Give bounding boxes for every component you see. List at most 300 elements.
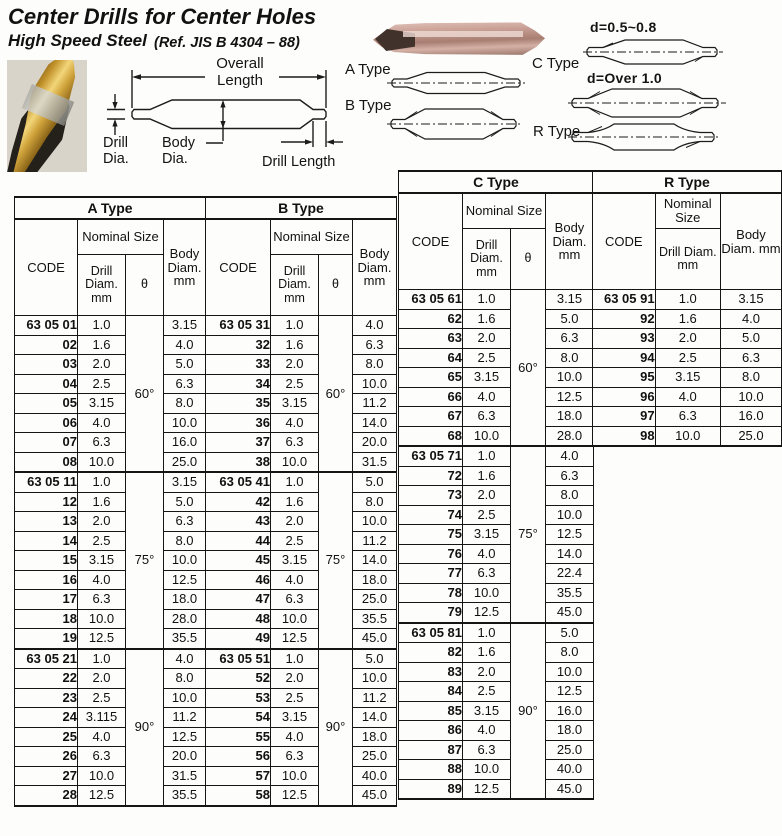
drill-diam-cell: 10.0 bbox=[271, 452, 319, 472]
c-type-large-note: d=Over 1.0 bbox=[587, 70, 662, 86]
theta-cell: 90° bbox=[319, 649, 353, 806]
code-cell: 47 bbox=[206, 590, 271, 610]
table-row bbox=[593, 407, 782, 427]
theta-header: θ bbox=[126, 255, 164, 316]
drill-diam-cell: 6.3 bbox=[463, 740, 511, 760]
code-header: CODE bbox=[593, 193, 656, 290]
table-row bbox=[593, 329, 782, 349]
drill-diam-cell: 3.15 bbox=[78, 394, 126, 414]
code-cell: 27 bbox=[15, 766, 78, 786]
table-row bbox=[399, 721, 594, 741]
body-diam-cell: 3.15 bbox=[720, 290, 781, 310]
body-dia-label: Body Dia. bbox=[162, 135, 196, 168]
table-title-row bbox=[399, 171, 594, 193]
code-cell: 06 bbox=[15, 413, 78, 433]
body-diam-cell: 8.0 bbox=[720, 368, 781, 388]
dimension-diagram bbox=[95, 55, 355, 180]
code-cell: 98 bbox=[593, 426, 656, 446]
table-row bbox=[593, 290, 782, 310]
drill-diam-cell: 3.15 bbox=[271, 394, 319, 414]
drill-diam-cell: 3.15 bbox=[271, 708, 319, 728]
body-diam-cell: 5.0 bbox=[164, 355, 206, 375]
body-diam-header: Body Diam. mm bbox=[164, 219, 206, 316]
drill-diam-cell: 3.15 bbox=[271, 551, 319, 571]
code-cell: 82 bbox=[399, 643, 463, 663]
table-row bbox=[399, 662, 594, 682]
drill-diam-cell: 2.5 bbox=[463, 348, 511, 368]
body-diam-cell: 10.0 bbox=[546, 368, 594, 388]
table-a-b bbox=[14, 196, 397, 807]
body-diam-cell: 10.0 bbox=[164, 413, 206, 433]
drill-diam-cell: 2.0 bbox=[463, 662, 511, 682]
body-diam-cell: 18.0 bbox=[164, 590, 206, 610]
drill-dia-label: Drill Dia. bbox=[103, 135, 129, 168]
body-diam-cell: 3.15 bbox=[546, 290, 594, 310]
body-diam-cell: 14.0 bbox=[353, 413, 397, 433]
table-row bbox=[593, 309, 782, 329]
code-header: CODE bbox=[15, 219, 78, 316]
drill-diam-cell: 3.15 bbox=[463, 368, 511, 388]
table-row bbox=[399, 466, 594, 486]
code-cell: 97 bbox=[593, 407, 656, 427]
body-diam-cell: 14.0 bbox=[353, 708, 397, 728]
drill-diam-cell: 6.3 bbox=[463, 564, 511, 584]
body-diam-cell: 11.2 bbox=[353, 394, 397, 414]
code-cell: 35 bbox=[206, 394, 271, 414]
code-cell: 22 bbox=[15, 669, 78, 689]
code-cell: 63 05 21 bbox=[15, 649, 78, 669]
body-diam-cell: 18.0 bbox=[546, 721, 594, 741]
body-diam-cell: 20.0 bbox=[164, 747, 206, 767]
body-diam-cell: 45.0 bbox=[546, 779, 594, 799]
body-diam-cell: 3.15 bbox=[164, 316, 206, 336]
code-cell: 63 05 31 bbox=[206, 316, 271, 336]
body-diam-cell: 4.0 bbox=[164, 649, 206, 669]
drill-diam-cell: 2.5 bbox=[271, 688, 319, 708]
body-diam-cell: 5.0 bbox=[353, 472, 397, 492]
page-subtitle: High Speed Steel bbox=[8, 31, 147, 50]
drill-diam-cell: 2.5 bbox=[271, 531, 319, 551]
table-row bbox=[399, 779, 594, 799]
jis-reference: (Ref. JIS B 4304 – 88) bbox=[154, 35, 300, 51]
body-diam-cell: 8.0 bbox=[546, 348, 594, 368]
table-header-row bbox=[399, 193, 594, 229]
center-drill-photo-gold bbox=[7, 60, 87, 172]
drill-diam-cell: 1.0 bbox=[463, 623, 511, 643]
drill-diam-cell: 1.6 bbox=[463, 643, 511, 663]
body-diam-cell: 5.0 bbox=[720, 329, 781, 349]
body-diam-cell: 4.0 bbox=[353, 316, 397, 336]
code-cell: 17 bbox=[15, 590, 78, 610]
body-diam-cell: 8.0 bbox=[164, 531, 206, 551]
drill-diam-cell: 2.5 bbox=[463, 682, 511, 702]
table-title-row bbox=[15, 197, 397, 219]
table-row bbox=[593, 426, 782, 446]
code-cell: 08 bbox=[15, 452, 78, 472]
body-diam-cell: 18.0 bbox=[546, 407, 594, 427]
drill-diam-cell: 10.0 bbox=[463, 760, 511, 780]
r-type-label: R Type bbox=[533, 123, 581, 140]
table-row bbox=[399, 368, 594, 388]
table-row bbox=[399, 290, 594, 310]
code-cell: 63 05 61 bbox=[399, 290, 463, 310]
table-row bbox=[399, 525, 594, 545]
code-cell: 18 bbox=[15, 609, 78, 629]
theta-cell: 60° bbox=[319, 316, 353, 473]
drill-diam-cell: 10.0 bbox=[78, 766, 126, 786]
body-diam-cell: 4.0 bbox=[164, 335, 206, 355]
drill-diam-header: Drill Diam. mm bbox=[78, 255, 126, 316]
c-type-small-drawing bbox=[583, 34, 723, 70]
code-cell: 63 05 41 bbox=[206, 472, 271, 492]
code-header: CODE bbox=[399, 193, 463, 290]
drill-diam-cell: 4.0 bbox=[271, 570, 319, 590]
drill-diam-cell: 12.5 bbox=[463, 779, 511, 799]
table-row bbox=[15, 316, 397, 336]
code-cell: 63 05 01 bbox=[15, 316, 78, 336]
body-diam-cell: 6.3 bbox=[546, 329, 594, 349]
body-diam-cell: 11.2 bbox=[353, 531, 397, 551]
drill-diam-cell: 1.0 bbox=[463, 290, 511, 310]
code-cell: 79 bbox=[399, 603, 463, 623]
body-diam-cell: 25.0 bbox=[353, 590, 397, 610]
code-cell: 83 bbox=[399, 662, 463, 682]
body-diam-cell: 40.0 bbox=[353, 766, 397, 786]
theta-cell: 75° bbox=[319, 472, 353, 649]
code-cell: 43 bbox=[206, 512, 271, 532]
body-diam-cell: 10.0 bbox=[546, 505, 594, 525]
table-row bbox=[399, 426, 594, 446]
drill-diam-cell: 4.0 bbox=[271, 727, 319, 747]
body-diam-cell: 8.0 bbox=[353, 355, 397, 375]
body-diam-cell: 10.0 bbox=[546, 662, 594, 682]
drill-diam-cell: 2.0 bbox=[271, 355, 319, 375]
code-cell: 45 bbox=[206, 551, 271, 571]
code-cell: 32 bbox=[206, 335, 271, 355]
code-cell: 68 bbox=[399, 426, 463, 446]
code-cell: 14 bbox=[15, 531, 78, 551]
code-cell: 85 bbox=[399, 701, 463, 721]
drill-diam-cell: 1.0 bbox=[655, 290, 720, 310]
table-row bbox=[399, 682, 594, 702]
code-cell: 87 bbox=[399, 740, 463, 760]
table-row bbox=[399, 643, 594, 663]
drill-diam-cell: 3.15 bbox=[463, 701, 511, 721]
code-cell: 55 bbox=[206, 727, 271, 747]
table-row bbox=[399, 407, 594, 427]
photo-drill-glint bbox=[403, 31, 523, 37]
drill-diam-header: Drill Diam. mm bbox=[463, 229, 511, 290]
drill-diam-cell: 1.0 bbox=[271, 316, 319, 336]
body-diam-cell: 45.0 bbox=[353, 629, 397, 649]
code-cell: 62 bbox=[399, 309, 463, 329]
body-diam-cell: 35.5 bbox=[164, 786, 206, 806]
drill-diam-cell: 1.0 bbox=[271, 472, 319, 492]
code-cell: 44 bbox=[206, 531, 271, 551]
code-cell: 57 bbox=[206, 766, 271, 786]
drill-diam-cell: 4.0 bbox=[655, 387, 720, 407]
drill-diam-cell: 1.6 bbox=[271, 492, 319, 512]
body-diam-cell: 8.0 bbox=[546, 486, 594, 506]
body-diam-cell: 5.0 bbox=[546, 623, 594, 643]
body-diam-cell: 16.0 bbox=[546, 701, 594, 721]
code-cell: 53 bbox=[206, 688, 271, 708]
center-drill-photo-steel bbox=[373, 21, 545, 57]
code-cell: 16 bbox=[15, 570, 78, 590]
drill-diam-cell: 2.5 bbox=[271, 374, 319, 394]
code-cell: 77 bbox=[399, 564, 463, 584]
body-diam-cell: 8.0 bbox=[164, 394, 206, 414]
code-cell: 89 bbox=[399, 779, 463, 799]
code-cell: 58 bbox=[206, 786, 271, 806]
drill-diam-cell: 2.5 bbox=[78, 688, 126, 708]
drill-diam-header: Drill Diam. mm bbox=[271, 255, 319, 316]
body-diam-cell: 6.3 bbox=[546, 466, 594, 486]
nominal-size-header: Nominal Size bbox=[655, 193, 720, 229]
code-cell: 72 bbox=[399, 466, 463, 486]
body-diam-cell: 35.5 bbox=[546, 583, 594, 603]
body-diam-cell: 16.0 bbox=[164, 433, 206, 453]
drill-diam-cell: 2.5 bbox=[78, 374, 126, 394]
drill-diam-cell: 6.3 bbox=[271, 747, 319, 767]
body-diam-header: Body Diam. mm bbox=[353, 219, 397, 316]
drill-diam-cell: 2.0 bbox=[78, 669, 126, 689]
body-diam-cell: 22.4 bbox=[546, 564, 594, 584]
code-cell: 54 bbox=[206, 708, 271, 728]
body-diam-cell: 5.0 bbox=[546, 309, 594, 329]
code-cell: 76 bbox=[399, 544, 463, 564]
drill-diam-cell: 2.0 bbox=[463, 486, 511, 506]
code-header: CODE bbox=[206, 219, 271, 316]
body-diam-cell: 12.5 bbox=[164, 570, 206, 590]
drill-diam-cell: 2.0 bbox=[463, 329, 511, 349]
table-row bbox=[399, 603, 594, 623]
code-cell: 24 bbox=[15, 708, 78, 728]
code-cell: 66 bbox=[399, 387, 463, 407]
body-diam-cell: 25.0 bbox=[164, 452, 206, 472]
body-diam-cell: 8.0 bbox=[546, 643, 594, 663]
code-cell: 65 bbox=[399, 368, 463, 388]
theta-cell: 90° bbox=[511, 623, 546, 800]
code-cell: 07 bbox=[15, 433, 78, 453]
body-diam-cell: 14.0 bbox=[546, 544, 594, 564]
table-header-row bbox=[593, 193, 782, 229]
drill-diam-cell: 3.15 bbox=[463, 525, 511, 545]
c-type-large-drawing bbox=[568, 84, 726, 122]
drill-diam-cell: 3.15 bbox=[655, 368, 720, 388]
table-row bbox=[399, 583, 594, 603]
drill-diam-cell: 1.6 bbox=[78, 335, 126, 355]
table-row bbox=[399, 623, 594, 643]
code-cell: 63 05 11 bbox=[15, 472, 78, 492]
drill-diam-cell: 6.3 bbox=[463, 407, 511, 427]
drill-diam-cell: 12.5 bbox=[271, 786, 319, 806]
body-diam-cell: 4.0 bbox=[720, 309, 781, 329]
drill-diam-cell: 3.15 bbox=[78, 551, 126, 571]
code-cell: 38 bbox=[206, 452, 271, 472]
body-diam-cell: 6.3 bbox=[164, 374, 206, 394]
b-type-drawing bbox=[387, 103, 520, 145]
drill-diam-cell: 6.3 bbox=[78, 590, 126, 610]
body-diam-cell: 31.5 bbox=[164, 766, 206, 786]
drill-diam-cell: 1.6 bbox=[655, 309, 720, 329]
drill-diam-cell: 1.6 bbox=[271, 335, 319, 355]
body-diam-cell: 16.0 bbox=[720, 407, 781, 427]
drill-diam-cell: 6.3 bbox=[78, 433, 126, 453]
overall-length-label: Overall Length bbox=[216, 55, 264, 89]
code-cell: 46 bbox=[206, 570, 271, 590]
code-cell: 94 bbox=[593, 348, 656, 368]
theta-header: θ bbox=[319, 255, 353, 316]
drill-diam-cell: 6.3 bbox=[78, 747, 126, 767]
nominal-size-header: Nominal Size bbox=[78, 219, 164, 255]
drill-diam-cell: 4.0 bbox=[78, 413, 126, 433]
drill-diam-cell: 10.0 bbox=[271, 766, 319, 786]
code-cell: 04 bbox=[15, 374, 78, 394]
theta-cell: 60° bbox=[126, 316, 164, 473]
drill-diam-cell: 1.0 bbox=[78, 472, 126, 492]
code-cell: 64 bbox=[399, 348, 463, 368]
drill-diam-cell: 6.3 bbox=[271, 590, 319, 610]
body-diam-cell: 28.0 bbox=[546, 426, 594, 446]
table-row bbox=[15, 472, 397, 492]
code-cell: 26 bbox=[15, 747, 78, 767]
drill-diam-cell: 1.0 bbox=[78, 316, 126, 336]
code-cell: 75 bbox=[399, 525, 463, 545]
code-cell: 36 bbox=[206, 413, 271, 433]
code-cell: 52 bbox=[206, 669, 271, 689]
drill-diam-cell: 1.0 bbox=[463, 446, 511, 466]
table-row bbox=[399, 760, 594, 780]
code-cell: 78 bbox=[399, 583, 463, 603]
body-diam-cell: 8.0 bbox=[164, 669, 206, 689]
b-type-label: B Type bbox=[345, 97, 392, 114]
drill-diam-cell: 1.6 bbox=[463, 466, 511, 486]
code-cell: 03 bbox=[15, 355, 78, 375]
body-diam-cell: 35.5 bbox=[164, 629, 206, 649]
table-row bbox=[399, 701, 594, 721]
drill-diam-header: Drill Diam. mm bbox=[655, 229, 720, 290]
nominal-size-header: Nominal Size bbox=[271, 219, 353, 255]
code-cell: 63 bbox=[399, 329, 463, 349]
code-cell: 02 bbox=[15, 335, 78, 355]
code-cell: 48 bbox=[206, 609, 271, 629]
code-cell: 56 bbox=[206, 747, 271, 767]
body-diam-header: Body Diam. mm bbox=[546, 193, 594, 290]
body-diam-cell: 6.3 bbox=[164, 512, 206, 532]
body-diam-cell: 11.2 bbox=[353, 688, 397, 708]
body-diam-cell: 8.0 bbox=[353, 492, 397, 512]
body-diam-cell: 18.0 bbox=[353, 570, 397, 590]
body-diam-cell: 5.0 bbox=[164, 492, 206, 512]
body-diam-header: Body Diam. mm bbox=[720, 193, 781, 290]
body-diam-cell: 10.0 bbox=[164, 688, 206, 708]
drill-diam-cell: 1.6 bbox=[78, 492, 126, 512]
drill-diam-cell: 2.0 bbox=[78, 512, 126, 532]
body-diam-cell: 25.0 bbox=[353, 747, 397, 767]
body-diam-cell: 40.0 bbox=[546, 760, 594, 780]
drill-diam-cell: 1.0 bbox=[78, 649, 126, 669]
a-type-table-title: A Type bbox=[15, 197, 206, 219]
a-type-drawing bbox=[387, 68, 525, 98]
code-cell: 25 bbox=[15, 727, 78, 747]
code-cell: 84 bbox=[399, 682, 463, 702]
table-row bbox=[399, 505, 594, 525]
code-cell: 42 bbox=[206, 492, 271, 512]
theta-cell: 75° bbox=[511, 446, 546, 623]
body-diam-cell: 10.0 bbox=[164, 551, 206, 571]
drill-diam-cell: 6.3 bbox=[271, 433, 319, 453]
code-cell: 92 bbox=[593, 309, 656, 329]
drill-diam-cell: 4.0 bbox=[78, 570, 126, 590]
theta-cell: 60° bbox=[511, 290, 546, 447]
table-row bbox=[399, 740, 594, 760]
body-diam-cell: 6.3 bbox=[720, 348, 781, 368]
r-type-table-title: R Type bbox=[593, 171, 782, 193]
body-diam-cell: 35.5 bbox=[353, 609, 397, 629]
table-header-row bbox=[15, 219, 397, 255]
table-r bbox=[592, 170, 782, 447]
table-row bbox=[399, 564, 594, 584]
table-row bbox=[399, 486, 594, 506]
r-type-drawing bbox=[568, 120, 720, 154]
drill-diam-cell: 1.0 bbox=[271, 649, 319, 669]
code-cell: 93 bbox=[593, 329, 656, 349]
body-diam-cell: 10.0 bbox=[720, 387, 781, 407]
code-cell: 63 05 91 bbox=[593, 290, 656, 310]
body-diam-cell: 12.5 bbox=[546, 525, 594, 545]
drill-diam-cell: 2.0 bbox=[271, 512, 319, 532]
c-type-small-note: d=0.5~0.8 bbox=[590, 19, 657, 35]
body-diam-cell: 45.0 bbox=[353, 786, 397, 806]
body-diam-cell: 10.0 bbox=[353, 374, 397, 394]
a-type-label: A Type bbox=[345, 61, 391, 78]
drill-diam-cell: 4.0 bbox=[78, 727, 126, 747]
code-cell: 96 bbox=[593, 387, 656, 407]
body-diam-cell: 11.2 bbox=[164, 708, 206, 728]
drill-diam-cell: 4.0 bbox=[463, 544, 511, 564]
body-diam-cell: 45.0 bbox=[546, 603, 594, 623]
c-type-table-title: C Type bbox=[399, 171, 594, 193]
code-cell: 13 bbox=[15, 512, 78, 532]
theta-cell: 90° bbox=[126, 649, 164, 806]
table-row bbox=[399, 387, 594, 407]
drill-diam-cell: 2.5 bbox=[78, 531, 126, 551]
drill-diam-cell: 10.0 bbox=[78, 452, 126, 472]
drill-diam-cell: 10.0 bbox=[463, 583, 511, 603]
body-diam-cell: 12.5 bbox=[546, 387, 594, 407]
code-cell: 23 bbox=[15, 688, 78, 708]
table-title-row bbox=[593, 171, 782, 193]
table-row bbox=[399, 348, 594, 368]
nominal-size-header: Nominal Size bbox=[463, 193, 546, 229]
drill-diam-cell: 1.6 bbox=[463, 309, 511, 329]
drill-diam-cell: 2.0 bbox=[655, 329, 720, 349]
code-cell: 63 05 71 bbox=[399, 446, 463, 466]
drill-diam-cell: 10.0 bbox=[78, 609, 126, 629]
theta-header: θ bbox=[511, 229, 546, 290]
c-type-label: C Type bbox=[532, 55, 580, 72]
page-title: Center Drills for Center Holes bbox=[8, 4, 317, 29]
code-cell: 28 bbox=[15, 786, 78, 806]
body-diam-cell: 18.0 bbox=[353, 727, 397, 747]
body-diam-cell: 5.0 bbox=[353, 649, 397, 669]
code-cell: 63 05 81 bbox=[399, 623, 463, 643]
body-diam-cell: 10.0 bbox=[353, 512, 397, 532]
body-diam-cell: 28.0 bbox=[164, 609, 206, 629]
drill-diam-cell: 12.5 bbox=[78, 629, 126, 649]
drill-diam-cell: 3.115 bbox=[78, 708, 126, 728]
